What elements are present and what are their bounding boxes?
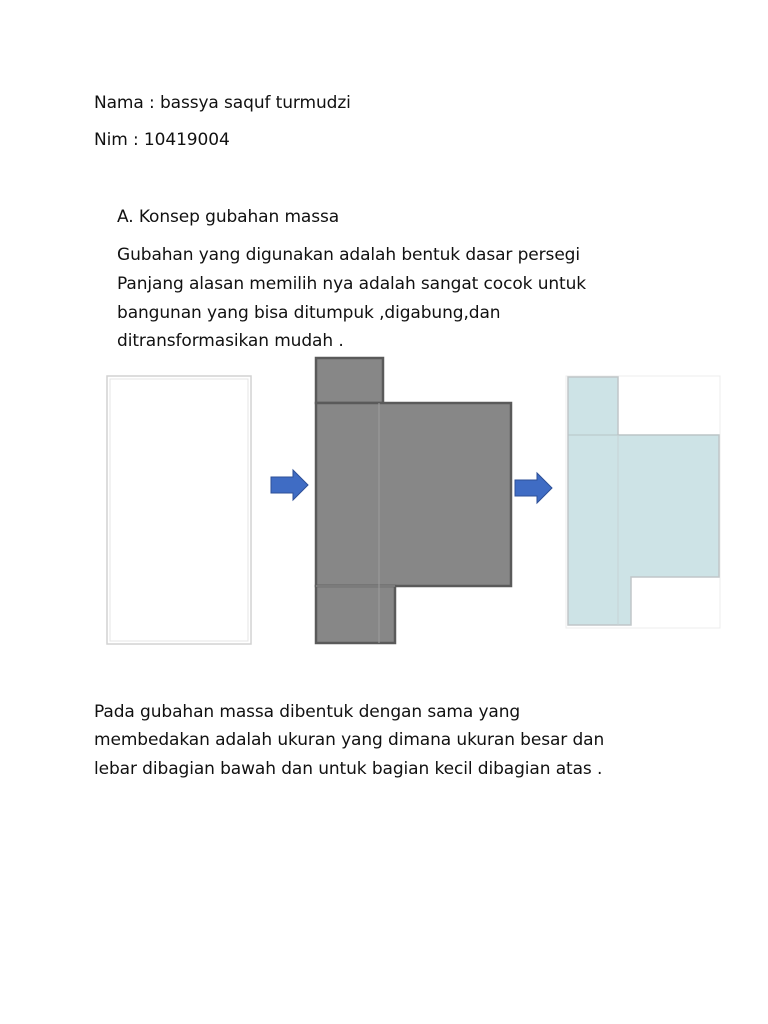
- name-line: Nama : bassya saquf turmudzi: [94, 93, 351, 113]
- paragraph-line: Gubahan yang digunakan adalah bentuk dasar persegi: [117, 245, 580, 265]
- transformed-mass: [566, 376, 720, 628]
- paragraph-line: ditransformasikan mudah .: [117, 331, 344, 351]
- arrow-right-icon: [515, 473, 552, 503]
- paragraph-line: Panjang alasan memilih nya adalah sangat cocok untuk: [117, 274, 587, 294]
- conclusion-line: membedakan adalah ukuran yang dimana ukuran besar dan: [94, 730, 605, 750]
- section-heading: A. Konsep gubahan massa: [117, 207, 340, 227]
- combined-mass: [316, 358, 511, 643]
- paragraph-line: bangunan yang bisa ditumpuk ,digabung,dan: [117, 303, 501, 323]
- conclusion-line: lebar dibagian bawah dan untuk bagian kecil dibagian atas .: [94, 759, 603, 779]
- base-rectangle: [107, 376, 251, 644]
- arrow-right-icon: [271, 470, 308, 500]
- conclusion-line: Pada gubahan massa dibentuk dengan sama yang: [94, 702, 521, 722]
- nim-line: Nim : 10419004: [94, 130, 230, 150]
